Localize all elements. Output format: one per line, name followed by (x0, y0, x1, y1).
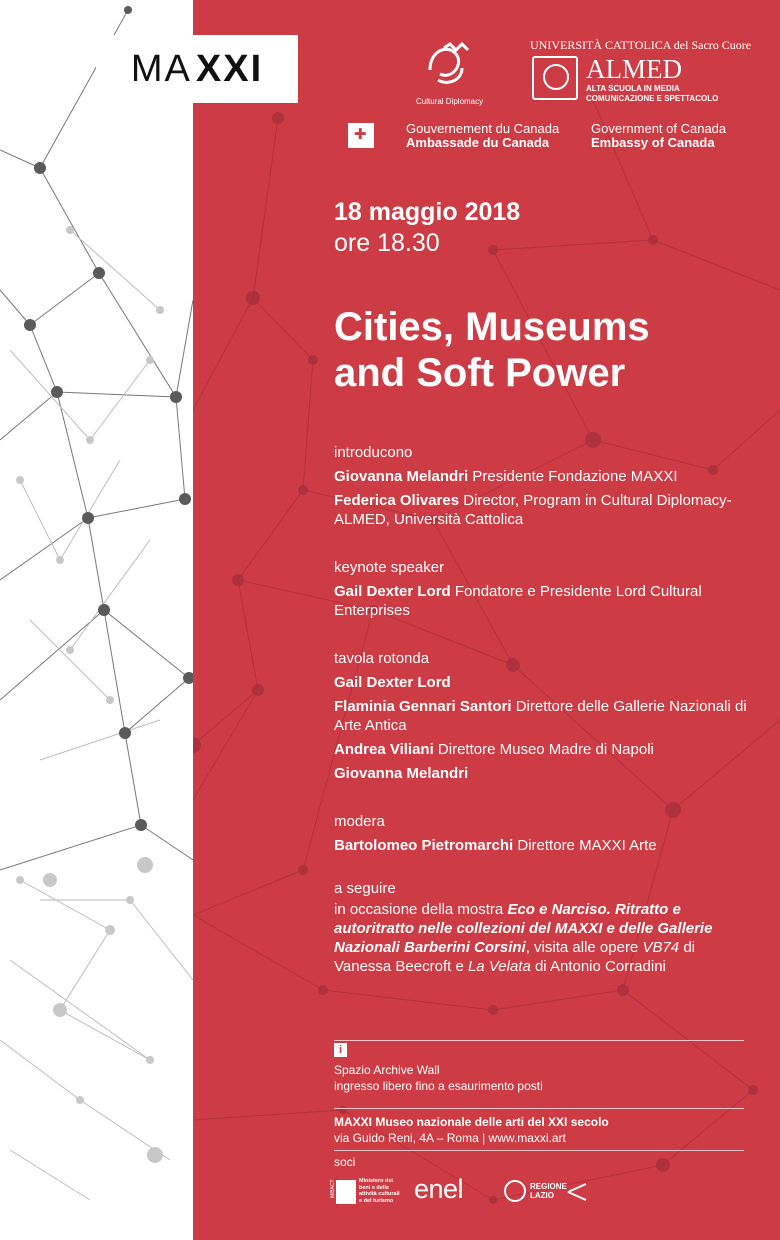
regione-lazio-logo (504, 1180, 588, 1204)
canada-flag-icon: ✚ (336, 123, 386, 148)
soci-label: soci (334, 1155, 356, 1169)
section-moderator (334, 812, 754, 855)
after-text (334, 900, 754, 976)
keynote-label: keynote speaker (334, 559, 445, 576)
gov-fr-1: Gouvernement du Canada (406, 121, 560, 136)
network-pattern-red (193, 0, 780, 1240)
speaker-name: Giovanna Melandri (334, 765, 469, 782)
enel-logo: enel (414, 1174, 464, 1204)
after-text-2: , visita alle opere (525, 939, 643, 956)
gov-en-1: Government of Canada (591, 121, 727, 136)
divider-1 (334, 1040, 744, 1041)
logo-ma: MA (130, 47, 192, 90)
regione-label: REGIONE LAZIO (530, 1182, 567, 1200)
universita-label: UNIVERSITÀ CATTOLICA del Sacro Cuore (530, 38, 752, 52)
cultural-diplomacy-label: Cultural Diplomacy (416, 97, 484, 106)
speaker-name: Bartolomeo Pietromarchi (334, 837, 514, 854)
speaker-role: Direttore Museo Madre di Napoli (433, 741, 654, 758)
divider-2 (334, 1108, 744, 1109)
museum-name: MAXXI Museo nazionale delle arti del XXI secolo (334, 1115, 609, 1129)
divider-3 (334, 1150, 744, 1151)
after-text-3: di Vanessa Beecroft e (334, 939, 695, 975)
network-pattern-grey (0, 0, 193, 1240)
almed-label: ALMED (586, 54, 682, 84)
mibact-logo (330, 1178, 400, 1208)
intro-speaker-1 (334, 467, 754, 486)
mibact-label: Ministero dei beni e delle attività culturali e del turismo (359, 1178, 400, 1204)
speaker-name: Andrea Viliani (334, 741, 434, 758)
mibact-emblem-icon (336, 1180, 356, 1204)
after-label: a seguire (334, 880, 396, 897)
title-line-2: and Soft Power (334, 351, 626, 395)
speaker-name: Giovanna Melandri (334, 468, 469, 485)
speaker-role: Presidente Fondazione MAXXI (468, 468, 678, 485)
left-panel (0, 0, 193, 1240)
panel-speaker-2 (334, 697, 754, 735)
event-title (334, 304, 754, 396)
moderator (334, 836, 754, 855)
cultural-diplomacy-logo (418, 40, 478, 96)
speaker-name: Gail Dexter Lord (334, 583, 451, 600)
speaker-name: Federica Olivares (334, 492, 460, 509)
gov-en-2: Embassy of Canada (591, 135, 715, 150)
mibact-side-label: MiBACT (330, 1179, 336, 1198)
almed-sub2: COMUNICAZIONE E SPETTACOLO (586, 94, 719, 103)
section-after (334, 879, 754, 976)
entry-info: ingresso libero fino a esaurimento posti (334, 1079, 543, 1093)
regione-arrow-icon (566, 1182, 588, 1202)
maxxi-logo (96, 35, 298, 103)
logo-xxi: XXI (195, 47, 264, 90)
event-date: 18 maggio 2018 (334, 198, 521, 226)
after-text-1: in occasione della mostra (334, 901, 508, 918)
regione-emblem-icon (504, 1180, 526, 1202)
panel-speaker-4 (334, 764, 754, 783)
info-icon: i (334, 1043, 347, 1057)
after-text-4: di Antonio Corradini (530, 958, 666, 975)
intro-label: introducono (334, 444, 413, 461)
gov-fr-2: Ambassade du Canada (406, 135, 550, 150)
keynote-speaker (334, 582, 754, 620)
exhibition-title: Eco e Narciso. Ritratto e autoritratto nelle collezioni del MAXXI e delle Gallerie Nazionali Barberini Corsini (334, 901, 713, 956)
event-time: ore 18.30 (334, 229, 440, 257)
speaker-name: Flaminia Gennari Santori (334, 698, 512, 715)
museum-address: via Guido Reni, 4A – Roma | www.maxxi.art (334, 1131, 566, 1145)
intro-speaker-2 (334, 491, 754, 529)
section-panel (334, 649, 754, 783)
right-panel (193, 0, 780, 1240)
speaker-role: Director, Program in Cultural Diplomacy- ALMED, Università Cattolica (334, 492, 732, 528)
artwork-la-velata: La Velata (467, 958, 531, 975)
panel-speaker-3 (334, 740, 754, 759)
speaker-role: Fondatore e Presidente Lord Cultural Enterprises (334, 583, 702, 619)
panel-speaker-1 (334, 673, 754, 692)
venue-name: Spazio Archive Wall (334, 1063, 440, 1077)
speaker-role: Direttore MAXXI Arte (513, 837, 657, 854)
section-intro (334, 443, 754, 529)
artwork-vb74: VB74 (642, 939, 680, 956)
almed-emblem (532, 56, 578, 100)
section-keynote (334, 558, 754, 620)
speaker-role: Direttore delle Gallerie Nazionali di Arte Antica (334, 698, 747, 734)
mod-label: modera (334, 813, 385, 830)
speaker-name: Gail Dexter Lord (334, 674, 451, 691)
panel-label: tavola rotonda (334, 650, 430, 667)
almed-sub1: ALTA SCUOLA IN MEDIA (586, 84, 680, 93)
title-line-1: Cities, Museums (334, 305, 650, 349)
